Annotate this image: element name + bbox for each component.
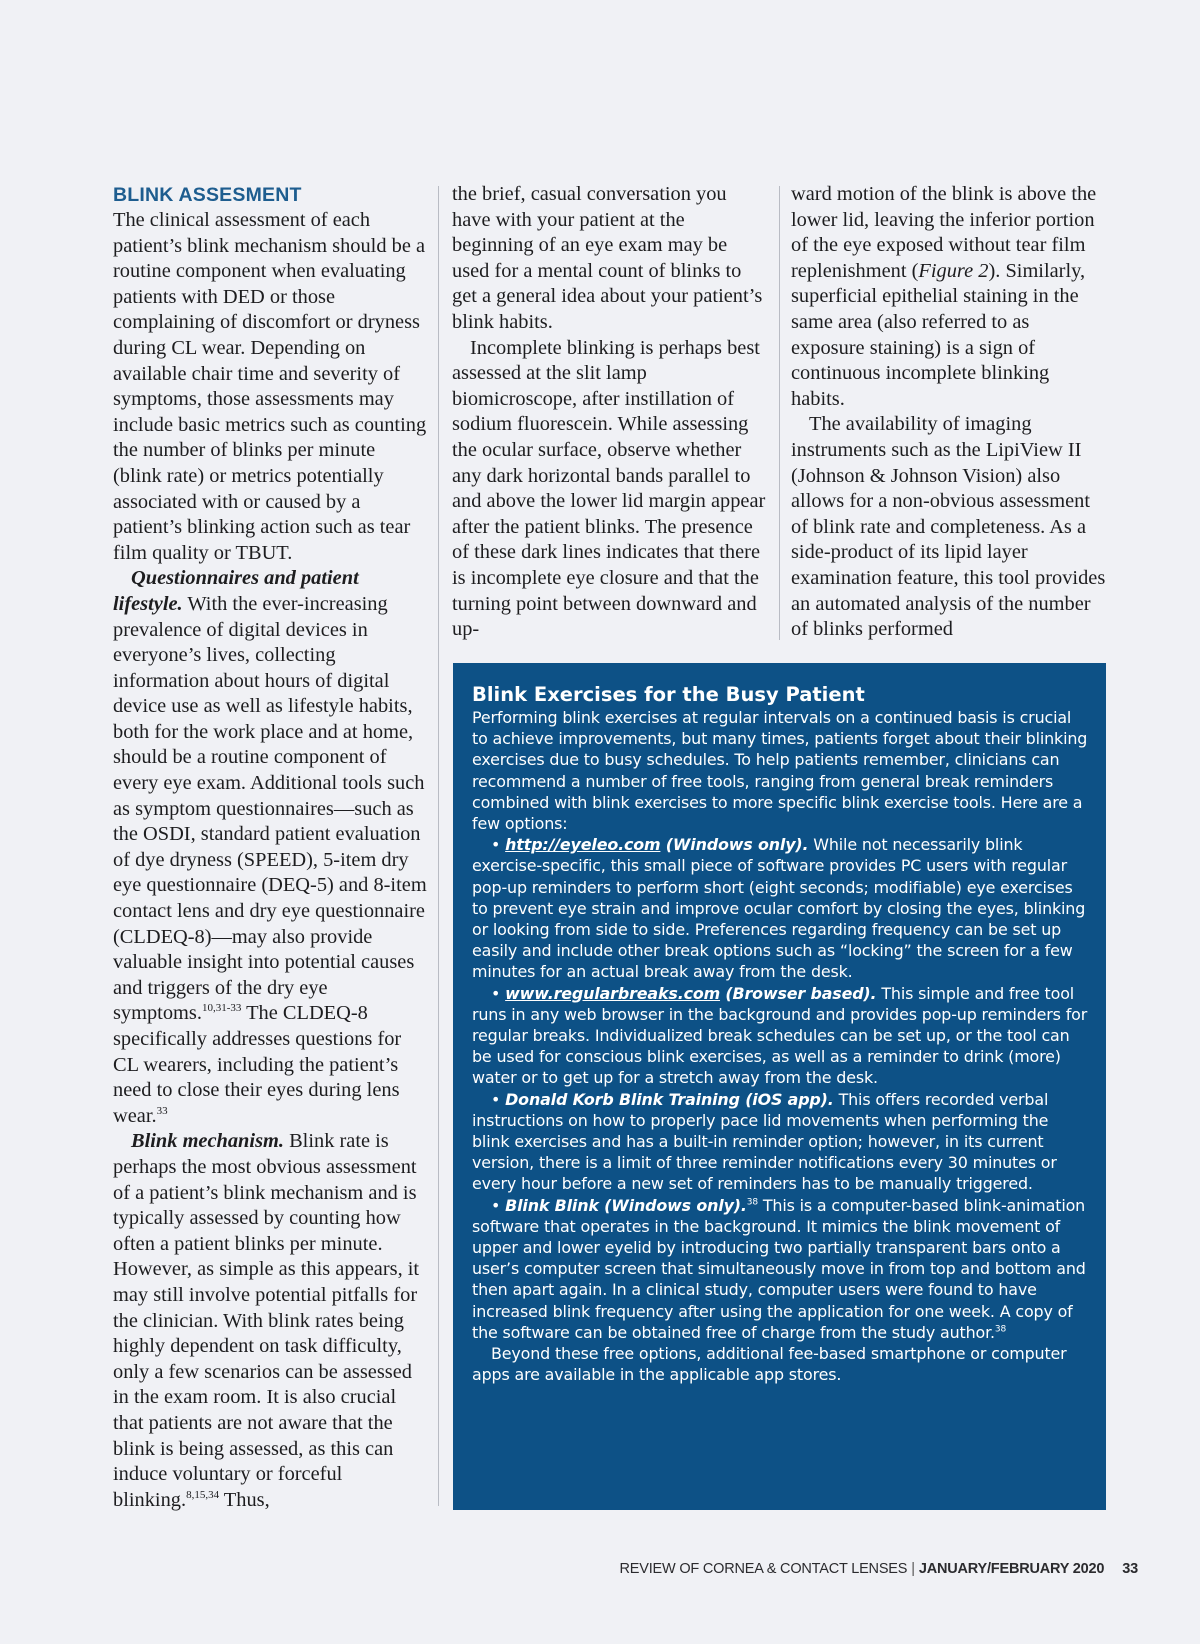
paragraph-text: ward motion of the blink is above the lower lid, leaving the inferior portion of the eye exposed without tear film replenishment (: [791, 183, 1097, 282]
sidebar-item-text: This simple and free tool runs in any web browser in the background and provides pop-up reminders for regular breaks. Individualized break schedules can be set up, or the tool can be used for conscious blink exercises, as well as a reminder to drink (more) water or to get up for a stretch away from the desk.: [472, 983, 1088, 1088]
bullet-icon: •: [491, 835, 501, 855]
figure-reference: Figure 2: [918, 259, 989, 282]
sidebar-item: [472, 1195, 1088, 1343]
bullet-icon: •: [491, 1195, 501, 1215]
sidebar-closing-text: Beyond these free options, additional fee-based smartphone or computer apps are available in the applicable app stores.: [472, 1344, 1067, 1385]
reference-superscript: 10,31-33: [201, 1002, 242, 1015]
sidebar-intro-text: Performing blink exercises at regular intervals on a continued basis is crucial to achieve improvements, but many times, patients forget about their blinking exercises due to busy schedules. To help patients remember, clinicians can recommend a number of free tools, ranging from general break reminders combined with blink exercises to more specific blink exercise tools. Here are a few options:: [472, 708, 1088, 834]
run-in-heading: Questionnaires and patient lifestyle.: [113, 567, 359, 615]
reference-superscript: 33: [156, 1104, 168, 1117]
bullet-icon: •: [491, 1089, 501, 1109]
column-3: [791, 182, 1106, 643]
issue-date: JANUARY/FEBRUARY 2020: [918, 1561, 1105, 1577]
paragraph: [113, 208, 428, 566]
paragraph-text: The clinical assessment of each patient’s blink mechanism should be a routine component when evaluating patients with DED or those complaining of discomfort or dryness during CL wear. Depending on available chair time and severity of symptoms, those assessments may include basic metrics such as counting the number of blinks per minute (blink rate) or metrics potentially associated with or caused by a patient’s blinking action such as tear film quality or TBUT.: [113, 209, 427, 564]
sidebar-item-text: This offers recorded verbal instructions on how to properly pace lid movements when performing the blink exercises and has a built-in reminder option; however, in its current version, there is a limit of three reminder notifications every 30 minutes or every hour before a new set of reminders has to be manually triggered.: [472, 1089, 1057, 1194]
paragraph: [113, 566, 428, 1129]
sidebar-item-lead: Blink Blink (Windows only).: [505, 1195, 747, 1215]
sidebar-item-lead: [505, 984, 876, 1003]
sidebar-item: [472, 983, 1088, 1089]
sidebar-title: Blink Exercises for the Busy Patient: [472, 683, 865, 706]
page-number: 33: [1122, 1561, 1138, 1577]
paragraph: [791, 412, 1106, 642]
eyeleo-link[interactable]: http://eyeleo.com: [505, 835, 661, 855]
column-1: [113, 182, 428, 1513]
sidebar-item-lead: Donald Korb Blink Training (iOS app).: [505, 1089, 834, 1109]
paragraph-text: the brief, casual conversation you have with your patient at the beginning of an eye exam may be used for a mental count of blinks to get a general idea about your patient’s blink habits.: [452, 183, 763, 333]
paragraph-text: Thus,: [219, 1488, 270, 1511]
column-divider: [438, 186, 439, 1506]
paragraph-text: ). Similarly, superficial epithelial staining in the same area (also referred to as exposure staining) is a sign of continuous incomplete blinking habits.: [791, 259, 1086, 410]
paragraph: [452, 182, 769, 336]
paragraph-text: Blink rate is perhaps the most obvious assessment of a patient’s blink mechanism and is typically assessed by counting how often a patient blinks per minute. However, as simple as this appears, it may still involve potential pitfalls for the clinician. With blink rates being highly dependent on task difficulty, only a few scenarios can be assessed in the exam room. It is also crucial that patients are not aware that the blink is being assessed, as this can induce voluntary or forceful blinking.: [113, 1130, 420, 1511]
reference-superscript: 38: [746, 1197, 758, 1208]
paragraph-text: The CLDEQ-8 specifically addresses questions for CL wearers, including the patient’s need to close their eyes during lens wear.: [113, 1002, 402, 1127]
sidebar-item: [472, 834, 1088, 982]
journal-name: REVIEW OF CORNEA & CONTACT LENSES: [619, 1561, 908, 1577]
sidebar-intro: [472, 707, 1088, 834]
footer-separator: |: [911, 1561, 915, 1577]
paragraph-text: Incomplete blinking is perhaps best assessed at the slit lamp biomicroscope, after instillation of sodium fluorescein. While assessing the ocular surface, observe whether any dark horizontal bands parallel to and above the lower lid margin appear after the patient blinks. The presence of these dark lines indicates that there is incomplete eye closure and that the turning point between downward and up-: [452, 336, 766, 641]
sidebar-box: [453, 663, 1106, 1510]
sidebar-item-lead-text: (Windows only).: [660, 835, 809, 855]
paragraph-text: With the ever-increasing prevalence of digital devices in everyone’s lives, collecting information about hours of digital device use as well as lifestyle habits, both for the work place and at home, should be a routine component of every eye exam. Additional tools such as symptom questionnaires—such as the OSDI, standard patient evaluation of dye dryness (SPEED), 5-item dry eye questionnaire (DEQ-5) and 8-item contact lens and dry eye questionnaire (CLDEQ-8)—may also provide valuable insight into potential causes and triggers of the dry eye symptoms.: [113, 592, 427, 1025]
paragraph: [791, 182, 1106, 412]
regularbreaks-link[interactable]: www.regularbreaks.com: [505, 983, 721, 1003]
sidebar-item-text: This is a computer-based blink-animation software that operates in the background. It mimics the blink movement of upper and lower eyelid by introducing two partially transparent bars onto a user’s computer screen that simultaneously move in from top and bottom and then apart again. In a clinical study, computer users were found to have increased blink frequency after using the application for one week. A copy of the software can be obtained free of charge from the study author.: [472, 1195, 1086, 1342]
reference-superscript: 8,15,34: [186, 1488, 220, 1501]
sidebar-closing: [472, 1343, 1088, 1385]
paragraph: [113, 1129, 428, 1513]
run-in-heading: Blink mechanism.: [131, 1130, 284, 1153]
sidebar-item: [472, 1089, 1088, 1195]
column-divider: [779, 186, 780, 640]
bullet-icon: •: [491, 983, 501, 1003]
paragraph: [452, 336, 769, 643]
paragraph-text: The availability of imaging instruments such as the LipiView II (Johnson & Johnson Vision) also allows for a non-obvious assessment of blink rate and completeness. As a side-product of its lipid layer examination feature, this tool provides an automated analysis of the number of blinks performed: [791, 413, 1106, 641]
sidebar-item-lead-text: (Browser based).: [720, 983, 877, 1003]
sidebar-item-lead: [505, 835, 808, 854]
reference-superscript: 38: [994, 1324, 1007, 1335]
column-2: [452, 182, 769, 643]
section-heading: BLINK ASSESMENT: [113, 184, 302, 206]
sidebar-item-text: While not necessarily blink exercise-specific, this small piece of software provides PC users with regular pop-up reminders to perform short (eight seconds; modifiable) eye exercises to prevent eye strain and improve ocular comfort by closing the eyes, blinking or looking from side to side. Preferences regarding frequency can be set up easily and include other break options such as “locking” the screen for a few minutes for an actual break away from the desk.: [472, 835, 1086, 982]
page-footer: [0, 1561, 1138, 1577]
